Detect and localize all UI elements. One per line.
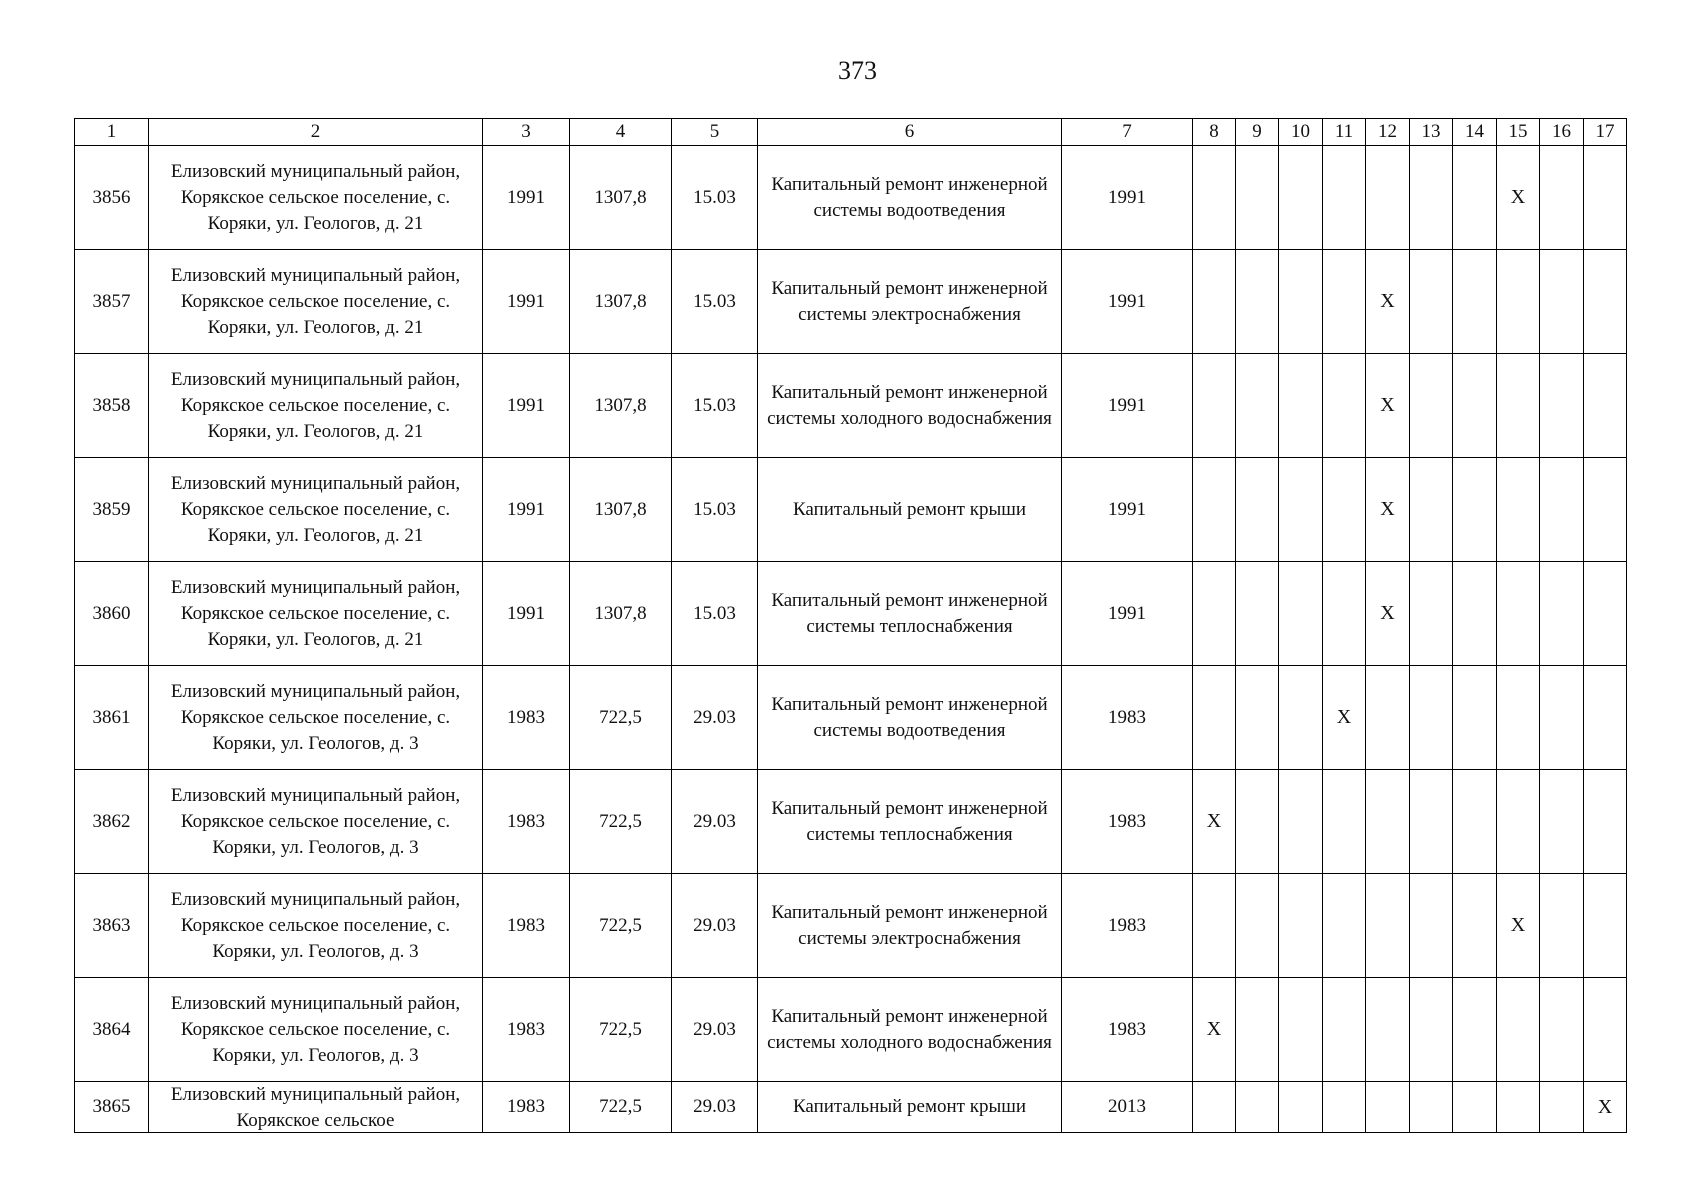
schedule-cell-col-11: [1323, 874, 1366, 978]
column-header-5: 5: [672, 119, 758, 146]
schedule-cell-col-16: [1540, 770, 1584, 874]
column-header-13: 13: [1410, 119, 1453, 146]
code-cell: 15.03: [672, 354, 758, 458]
work-type-cell: Капитальный ремонт инженерной системы водоотведения: [758, 666, 1062, 770]
x-mark: X: [1510, 186, 1526, 208]
table-row: [75, 354, 1627, 458]
column-header-11: 11: [1323, 119, 1366, 146]
row-number-cell: 3856: [75, 146, 149, 250]
schedule-cell-col-13: [1410, 146, 1453, 250]
row-number-cell: 3861: [75, 666, 149, 770]
schedule-cell-col-10: [1279, 874, 1323, 978]
address-text: Елизовский муниципальный район, Корякское сельское поселение, с. Коряки, ул. Геологов, д. 21: [170, 368, 461, 442]
schedule-cell-col-9: [1236, 1082, 1279, 1133]
schedule-cell-col-13: [1410, 562, 1453, 666]
schedule-cell-col-12: [1366, 1082, 1410, 1133]
area-cell: 722,5: [570, 874, 672, 978]
schedule-cell-col-11: [1323, 146, 1366, 250]
x-mark: X: [1206, 1018, 1222, 1040]
schedule-cell-col-11: [1323, 250, 1366, 354]
code-cell: 15.03: [672, 562, 758, 666]
schedule-cell-col-11: [1323, 770, 1366, 874]
address-cell: [149, 250, 483, 354]
year-built-cell: 1991: [483, 458, 570, 562]
year-built-cell: 1983: [483, 666, 570, 770]
schedule-cell-col-12: [1366, 978, 1410, 1082]
address-text: Елизовский муниципальный район, Корякское сельское поселение, с. Коряки, ул. Геологов, д. 21: [170, 472, 461, 546]
table-body: [75, 146, 1627, 1133]
area-cell: 722,5: [570, 1082, 672, 1133]
schedule-cell-col-13: [1410, 354, 1453, 458]
schedule-cell-col-9: [1236, 978, 1279, 1082]
schedule-cell-col-15: [1497, 250, 1540, 354]
x-mark: X: [1206, 810, 1222, 832]
repair-year-cell: 1991: [1062, 562, 1193, 666]
schedule-cell-col-9: [1236, 354, 1279, 458]
schedule-cell-col-9: [1236, 562, 1279, 666]
schedule-cell-col-16: [1540, 978, 1584, 1082]
schedule-cell-col-17: [1584, 458, 1627, 562]
column-header-10: 10: [1279, 119, 1323, 146]
schedule-cell-col-15: [1497, 874, 1540, 978]
schedule-cell-col-8: [1193, 874, 1236, 978]
schedule-cell-col-10: [1279, 978, 1323, 1082]
schedule-cell-col-10: [1279, 250, 1323, 354]
x-mark: X: [1380, 498, 1395, 520]
work-type-cell: Капитальный ремонт крыши: [758, 458, 1062, 562]
address-text: Елизовский муниципальный район, Корякское сельское поселение, с. Коряки, ул. Геологов, д. 3: [170, 888, 461, 962]
schedule-cell-col-17: [1584, 1082, 1627, 1133]
table-row: [75, 1082, 1627, 1133]
schedule-cell-col-10: [1279, 146, 1323, 250]
schedule-cell-col-14: [1453, 874, 1497, 978]
area-cell: 722,5: [570, 770, 672, 874]
row-number-cell: 3859: [75, 458, 149, 562]
row-number-cell: 3865: [75, 1082, 149, 1133]
schedule-cell-col-10: [1279, 354, 1323, 458]
schedule-cell-col-8: [1193, 250, 1236, 354]
schedule-cell-col-12: [1366, 770, 1410, 874]
table-row: [75, 562, 1627, 666]
year-built-cell: 1983: [483, 978, 570, 1082]
code-cell: 29.03: [672, 666, 758, 770]
schedule-cell-col-10: [1279, 666, 1323, 770]
schedule-cell-col-17: [1584, 978, 1627, 1082]
address-text: Елизовский муниципальный район, Корякское сельское поселение, с. Коряки, ул. Геологов, д. 21: [170, 264, 461, 338]
work-type-cell: Капитальный ремонт инженерной системы электроснабжения: [758, 250, 1062, 354]
work-type-cell: Капитальный ремонт инженерной системы холодного водоснабжения: [758, 354, 1062, 458]
address-text: Елизовский муниципальный район, Корякское сельское поселение, с. Коряки, ул. Геологов, д. 21: [170, 576, 461, 650]
work-type-cell: Капитальный ремонт крыши: [758, 1082, 1062, 1133]
schedule-cell-col-14: [1453, 1082, 1497, 1133]
address-cell: [149, 874, 483, 978]
schedule-cell-col-8: [1193, 770, 1236, 874]
code-cell: 29.03: [672, 770, 758, 874]
schedule-cell-col-13: [1410, 770, 1453, 874]
address-cell: [149, 146, 483, 250]
repair-year-cell: 1991: [1062, 250, 1193, 354]
schedule-cell-col-14: [1453, 146, 1497, 250]
schedule-cell-col-13: [1410, 666, 1453, 770]
schedule-cell-col-17: [1584, 146, 1627, 250]
address-cell: [149, 770, 483, 874]
schedule-cell-col-10: [1279, 458, 1323, 562]
schedule-cell-col-17: [1584, 666, 1627, 770]
code-cell: 15.03: [672, 250, 758, 354]
column-header-8: 8: [1193, 119, 1236, 146]
schedule-cell-col-13: [1410, 978, 1453, 1082]
year-built-cell: 1983: [483, 770, 570, 874]
work-type-cell: Капитальный ремонт инженерной системы холодного водоснабжения: [758, 978, 1062, 1082]
column-header-2: 2: [149, 119, 483, 146]
schedule-cell-col-17: [1584, 874, 1627, 978]
schedule-cell-col-9: [1236, 666, 1279, 770]
table-row: [75, 458, 1627, 562]
address-cell: [149, 354, 483, 458]
schedule-cell-col-12: [1366, 250, 1410, 354]
schedule-cell-col-12: [1366, 354, 1410, 458]
schedule-cell-col-9: [1236, 874, 1279, 978]
area-cell: 1307,8: [570, 354, 672, 458]
table-row: [75, 250, 1627, 354]
column-header-15: 15: [1497, 119, 1540, 146]
column-header-4: 4: [570, 119, 672, 146]
column-header-12: 12: [1366, 119, 1410, 146]
schedule-cell-col-14: [1453, 562, 1497, 666]
address-text: Елизовский муниципальный район, Корякское сельское поселение, с. Коряки, ул. Геологов, д. 21: [170, 160, 461, 234]
repair-register-table: [74, 118, 1627, 1133]
row-number-cell: 3862: [75, 770, 149, 874]
table-row: [75, 874, 1627, 978]
year-built-cell: 1983: [483, 1082, 570, 1133]
year-built-cell: 1991: [483, 250, 570, 354]
schedule-cell-col-8: [1193, 354, 1236, 458]
schedule-cell-col-10: [1279, 1082, 1323, 1133]
repair-year-cell: 1991: [1062, 354, 1193, 458]
row-number-cell: 3864: [75, 978, 149, 1082]
schedule-cell-col-9: [1236, 250, 1279, 354]
column-header-16: 16: [1540, 119, 1584, 146]
code-cell: 29.03: [672, 978, 758, 1082]
schedule-cell-col-8: [1193, 1082, 1236, 1133]
schedule-cell-col-15: [1497, 562, 1540, 666]
schedule-cell-col-16: [1540, 250, 1584, 354]
schedule-cell-col-16: [1540, 146, 1584, 250]
area-cell: 1307,8: [570, 458, 672, 562]
schedule-cell-col-14: [1453, 666, 1497, 770]
schedule-cell-col-8: [1193, 146, 1236, 250]
schedule-cell-col-15: [1497, 666, 1540, 770]
schedule-cell-col-10: [1279, 562, 1323, 666]
schedule-cell-col-13: [1410, 874, 1453, 978]
schedule-cell-col-15: [1497, 978, 1540, 1082]
code-cell: 15.03: [672, 458, 758, 562]
area-cell: 722,5: [570, 666, 672, 770]
schedule-cell-col-9: [1236, 146, 1279, 250]
schedule-cell-col-14: [1453, 978, 1497, 1082]
schedule-cell-col-11: [1323, 354, 1366, 458]
repair-year-cell: 1991: [1062, 146, 1193, 250]
schedule-cell-col-8: [1193, 458, 1236, 562]
schedule-cell-col-15: [1497, 146, 1540, 250]
repair-year-cell: 1983: [1062, 874, 1193, 978]
schedule-cell-col-9: [1236, 458, 1279, 562]
schedule-cell-col-17: [1584, 250, 1627, 354]
schedule-cell-col-15: [1497, 770, 1540, 874]
year-built-cell: 1991: [483, 146, 570, 250]
schedule-cell-col-17: [1584, 562, 1627, 666]
schedule-cell-col-11: [1323, 1082, 1366, 1133]
schedule-cell-col-15: [1497, 458, 1540, 562]
area-cell: 1307,8: [570, 146, 672, 250]
code-cell: 29.03: [672, 1082, 758, 1133]
x-mark: X: [1380, 602, 1395, 624]
column-header-3: 3: [483, 119, 570, 146]
address-cell: [149, 458, 483, 562]
schedule-cell-col-14: [1453, 250, 1497, 354]
year-built-cell: 1991: [483, 354, 570, 458]
schedule-cell-col-11: [1323, 666, 1366, 770]
address-text: Елизовский муниципальный район, Корякское сельское: [170, 1084, 461, 1131]
address-text: Елизовский муниципальный район, Корякское сельское поселение, с. Коряки, ул. Геологов, д. 3: [170, 680, 461, 754]
schedule-cell-col-13: [1410, 1082, 1453, 1133]
schedule-cell-col-11: [1323, 978, 1366, 1082]
schedule-cell-col-15: [1497, 1082, 1540, 1133]
schedule-cell-col-14: [1453, 458, 1497, 562]
x-mark: X: [1510, 914, 1526, 936]
x-mark: X: [1380, 290, 1395, 312]
column-header-14: 14: [1453, 119, 1497, 146]
column-header-1: 1: [75, 119, 149, 146]
schedule-cell-col-16: [1540, 874, 1584, 978]
header-row: [75, 119, 1627, 146]
row-number-cell: 3858: [75, 354, 149, 458]
address-cell: [149, 978, 483, 1082]
area-cell: 1307,8: [570, 562, 672, 666]
repair-year-cell: 1983: [1062, 666, 1193, 770]
table-row: [75, 666, 1627, 770]
address-cell: [149, 562, 483, 666]
x-mark: X: [1336, 706, 1352, 728]
schedule-cell-col-14: [1453, 354, 1497, 458]
address-cell: [149, 666, 483, 770]
schedule-cell-col-16: [1540, 666, 1584, 770]
code-cell: 15.03: [672, 146, 758, 250]
table-row: [75, 978, 1627, 1082]
schedule-cell-col-12: [1366, 458, 1410, 562]
schedule-cell-col-13: [1410, 250, 1453, 354]
schedule-cell-col-11: [1323, 562, 1366, 666]
x-mark: X: [1597, 1095, 1613, 1118]
area-cell: 722,5: [570, 978, 672, 1082]
schedule-cell-col-10: [1279, 770, 1323, 874]
schedule-cell-col-9: [1236, 770, 1279, 874]
table-row: [75, 770, 1627, 874]
year-built-cell: 1983: [483, 874, 570, 978]
schedule-cell-col-12: [1366, 666, 1410, 770]
row-number-cell: 3863: [75, 874, 149, 978]
address-cell: [149, 1082, 483, 1133]
row-number-cell: 3857: [75, 250, 149, 354]
code-cell: 29.03: [672, 874, 758, 978]
schedule-cell-col-17: [1584, 354, 1627, 458]
schedule-cell-col-17: [1584, 770, 1627, 874]
schedule-cell-col-13: [1410, 458, 1453, 562]
schedule-cell-col-16: [1540, 458, 1584, 562]
repair-year-cell: 1983: [1062, 770, 1193, 874]
schedule-cell-col-8: [1193, 562, 1236, 666]
x-mark: X: [1380, 394, 1395, 416]
row-number-cell: 3860: [75, 562, 149, 666]
schedule-cell-col-14: [1453, 770, 1497, 874]
schedule-cell-col-8: [1193, 666, 1236, 770]
repair-year-cell: 2013: [1062, 1082, 1193, 1133]
repair-year-cell: 1991: [1062, 458, 1193, 562]
schedule-cell-col-16: [1540, 562, 1584, 666]
schedule-cell-col-12: [1366, 874, 1410, 978]
schedule-cell-col-12: [1366, 562, 1410, 666]
schedule-cell-col-8: [1193, 978, 1236, 1082]
schedule-cell-col-16: [1540, 354, 1584, 458]
column-header-7: 7: [1062, 119, 1193, 146]
schedule-cell-col-12: [1366, 146, 1410, 250]
work-type-cell: Капитальный ремонт инженерной системы электроснабжения: [758, 874, 1062, 978]
area-cell: 1307,8: [570, 250, 672, 354]
address-text: Елизовский муниципальный район, Корякское сельское поселение, с. Коряки, ул. Геологов, д. 3: [170, 784, 461, 858]
column-header-17: 17: [1584, 119, 1627, 146]
repair-year-cell: 1983: [1062, 978, 1193, 1082]
column-header-9: 9: [1236, 119, 1279, 146]
table-row: [75, 146, 1627, 250]
year-built-cell: 1991: [483, 562, 570, 666]
page-number: 373: [838, 56, 877, 85]
address-text: Елизовский муниципальный район, Корякское сельское поселение, с. Коряки, ул. Геологов, д. 3: [170, 992, 461, 1066]
work-type-cell: Капитальный ремонт инженерной системы теплоснабжения: [758, 562, 1062, 666]
work-type-cell: Капитальный ремонт инженерной системы водоотведения: [758, 146, 1062, 250]
schedule-cell-col-16: [1540, 1082, 1584, 1133]
schedule-cell-col-15: [1497, 354, 1540, 458]
schedule-cell-col-11: [1323, 458, 1366, 562]
work-type-cell: Капитальный ремонт инженерной системы теплоснабжения: [758, 770, 1062, 874]
column-header-6: 6: [758, 119, 1062, 146]
